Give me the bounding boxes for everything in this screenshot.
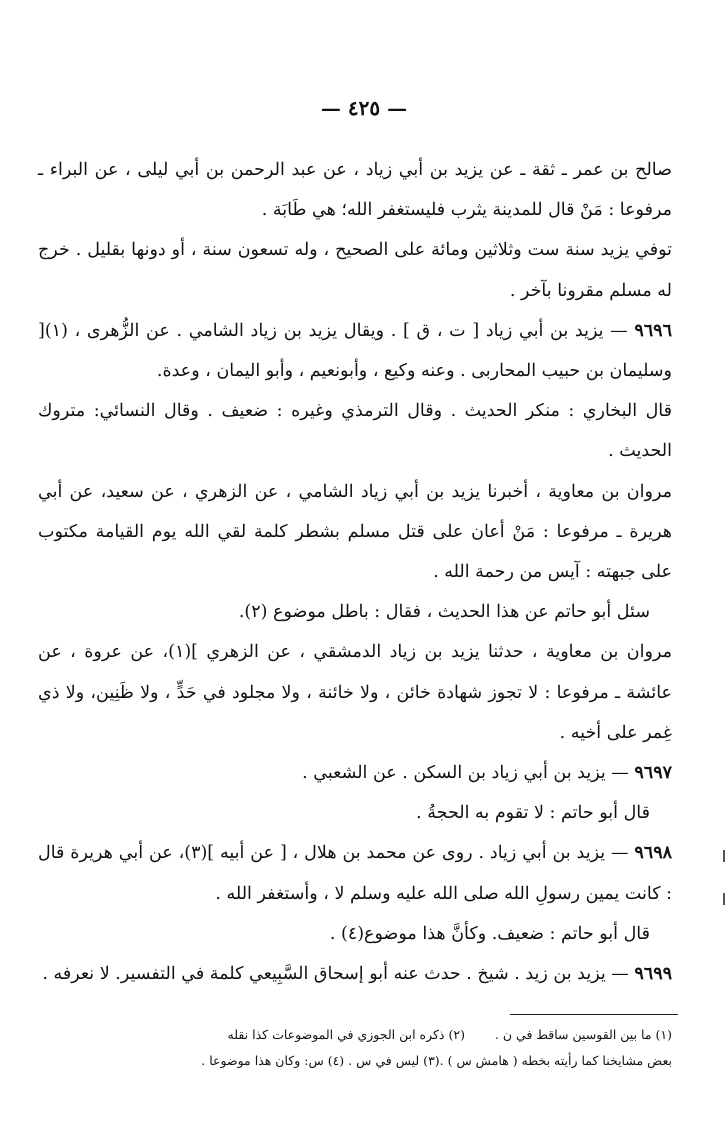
entry-number: ٩٦٩٩	[634, 964, 672, 985]
footnote-divider	[510, 1014, 678, 1015]
footnotes	[38, 1022, 672, 1074]
entry-paragraph	[38, 833, 672, 913]
footnote-line	[38, 1022, 672, 1048]
paragraph-text: — يزيد بن زيد . شيخ . حدث عنه أبو إسحاق السَّبِيعي كلمة في التفسير. لا نعرفه .	[42, 964, 629, 985]
entry-paragraph	[38, 753, 672, 793]
entry-number: ٩٦٩٦	[634, 320, 672, 341]
paragraph-text: سئل أبو حاتم عن هذا الحديث ، فقال : باطل موضوع (٢).	[238, 602, 650, 623]
paragraph	[38, 914, 672, 954]
paragraph	[38, 793, 672, 833]
paragraph-text: قال أبو حاتم : ضعيف. وكأنَّ هذا موضوع(٤) .	[329, 923, 650, 944]
paragraph-text: — يزيد بن أبي زياد [ ت ، ق ] . ويقال يزيد بن زياد الشامي . عن الزُّهرى ، (١)[ وسليمان بن حبيب المحاربى . وعنه وكيع ، وأبونعيم ، وأبو اليمان ، وعدة.	[38, 320, 672, 382]
paragraph	[38, 150, 672, 230]
entry-paragraph	[38, 311, 672, 391]
main-text	[38, 150, 672, 994]
entry-paragraph	[38, 954, 672, 994]
entry-number: ٩٦٩٧	[634, 763, 672, 784]
page-number: — ٤٢٥ —	[320, 96, 408, 120]
footnote-1: (١) ما بين القوسين ساقط في ن .	[494, 1027, 672, 1042]
scan-edge-mark	[723, 850, 725, 862]
footnote-line	[38, 1048, 672, 1074]
footnote-2-cont-3-4: بعض مشايخنا كما رأيته بخطه ( هامش س ) .(٣) ليس في س . (٤) س: وكان هذا موضوعا .	[201, 1053, 672, 1068]
footnote-2: (٢) ذكره ابن الجوزي في الموضوعات كذا نقله	[227, 1027, 465, 1042]
paragraph-text: مروان بن معاوية ، حدثنا يزيد بن زياد الدمشقي ، عن الزهري ](١)، عن عروة ، عن عائشة ـ مرفوعا : لا تجوز شهادة خائن ، ولا خائنة ، ولا مجلود في حَدٍّ ، ولا ظَنِين، ولا ذي غِمر على أخيه .	[38, 642, 672, 743]
paragraph	[38, 391, 672, 471]
paragraph	[38, 472, 672, 593]
paragraph-text: قال البخاري : منكر الحديث . وقال الترمذي وغيره : ضعيف . وقال النسائي: متروك الحديث .	[38, 401, 672, 462]
paragraph-text: قال أبو حاتم : لا تقوم به الحجةُ .	[416, 803, 650, 824]
paragraph	[38, 230, 672, 310]
entry-number: ٩٦٩٨	[634, 843, 672, 864]
paragraph-text: مروان بن معاوية ، أخبرنا يزيد بن أبي زياد الشامي ، عن الزهري ، عن سعيد، عن أبي هريرة ـ مرفوعا : مَنْ أعان على قتل مسلم بشطر كلمة لقي الله يوم القيامة مكتوب على جبهته : آيس من رحمة الله .	[38, 481, 672, 583]
paragraph	[38, 592, 672, 632]
paragraph	[38, 632, 672, 753]
paragraph-text: — يزيد بن أبي زياد بن السكن . عن الشعبي .	[302, 763, 629, 784]
paragraph-text: صالح بن عمر ـ ثقة ـ عن يزيد بن أبي زياد ، عن عبد الرحمن بن أبي ليلى ، عن البراء ـ مرفوعا : مَنْ قال للمدينة يثرب فليستغفر الله؛ هي طَابَة .	[38, 160, 672, 221]
paragraph-text: — يزيد بن أبي زياد . روى عن محمد بن هلال ، [ عن أبيه ](٣)، عن أبي هريرة قال : كانت يمين رسولِ الله صلى الله عليه وسلم لا ، وأستغفر الله .	[38, 843, 672, 904]
scan-edge-mark	[723, 893, 725, 905]
paragraph-text: توفي يزيد سنة ست وثلاثين ومائة على الصحيح ، وله تسعون سنة ، أو دونها بقليل . خرج له مسلم مقرونا بآخر .	[38, 240, 672, 301]
